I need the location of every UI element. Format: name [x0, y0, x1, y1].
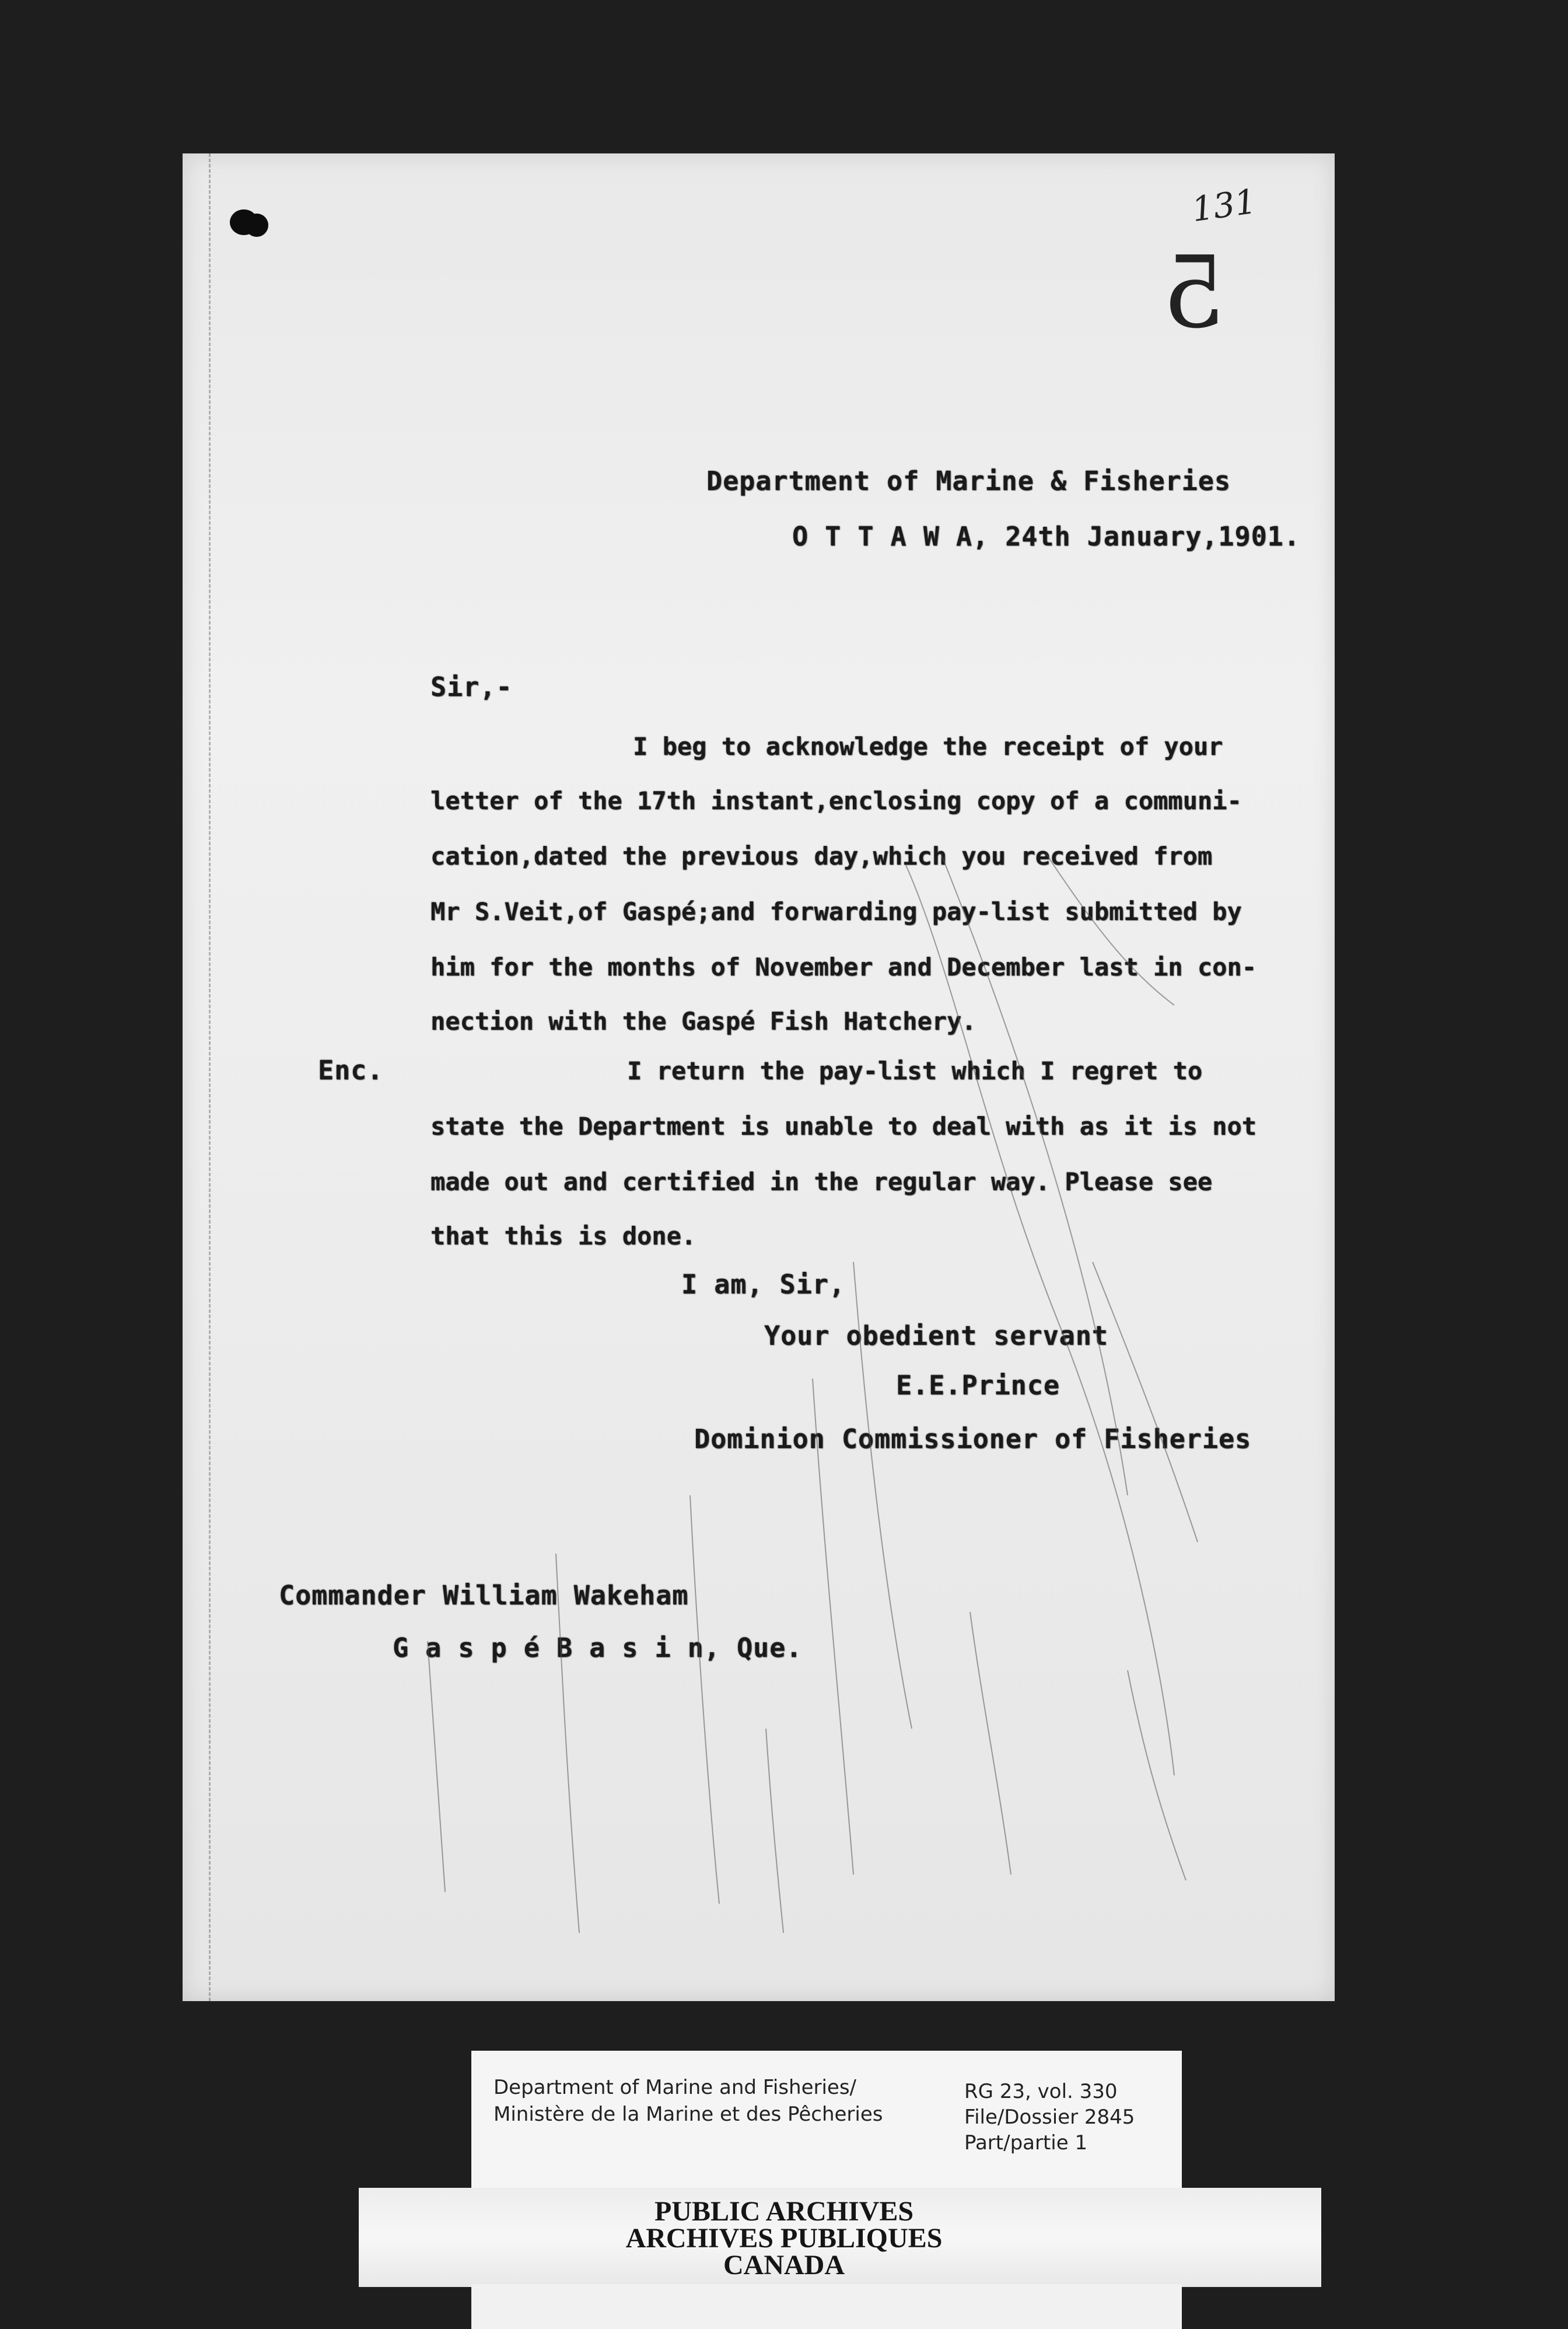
department-name-fr: Ministère de la Marine et des Pêcheries — [494, 2103, 883, 2126]
department-name-en: Department of Marine and Fisheries/ — [494, 2076, 856, 2099]
body-line: cation,dated the previous day,which you received from — [430, 842, 1213, 870]
enclosure-note: Enc. — [318, 1055, 384, 1086]
closing-line: I am, Sir, — [681, 1269, 845, 1300]
body-line: made out and certified in the regular way. Please see — [430, 1167, 1213, 1196]
letter-page — [183, 153, 1335, 2001]
body-line: Mr S.Veit,of Gaspé;and forwarding pay-list submitted by — [430, 897, 1242, 926]
body-line: state the Department is unable to deal with as it is not — [430, 1112, 1257, 1141]
punch-hole-mark — [226, 203, 273, 244]
archive-reference-label — [471, 2051, 1182, 2191]
body-line: nection with the Gaspé Fish Hatchery. — [430, 1007, 977, 1036]
archives-stamp-line: CANADA — [723, 2250, 845, 2281]
addressee-name: Commander William Wakeham — [279, 1580, 689, 1611]
folio-number: 131 — [1189, 181, 1259, 230]
signature-title: Dominion Commissioner of Fisheries — [694, 1424, 1252, 1454]
archives-stamp — [0, 2198, 1568, 2279]
salutation: Sir,- — [430, 672, 513, 702]
body-line: that this is done. — [430, 1222, 696, 1250]
body-line: I return the pay-list which I regret to — [627, 1057, 1203, 1085]
archives-stamp-line: PUBLIC ARCHIVES — [654, 2196, 914, 2227]
body-line: him for the months of November and December last in con- — [430, 953, 1257, 981]
archives-stamp-stub — [471, 2284, 1182, 2329]
body-line: letter of the 17th instant,enclosing copy of a communi- — [430, 786, 1242, 815]
signature-name: E.E.Prince — [896, 1370, 1060, 1401]
body-line: I beg to acknowledge the receipt of your — [633, 732, 1223, 761]
part-number: Part/partie 1 — [964, 2131, 1088, 2155]
file-dossier-number: File/Dossier 2845 — [964, 2106, 1135, 2129]
addressee-place: G a s p é B a s i n, Que. — [393, 1632, 803, 1663]
letterhead-date: O T T A W A, 24th January,1901. — [792, 521, 1300, 552]
record-group-volume: RG 23, vol. 330 — [964, 2080, 1118, 2103]
page-mark: 5 — [1163, 235, 1226, 351]
closing-servant: Your obedient servant — [764, 1320, 1108, 1351]
archives-stamp-line: ARCHIVES PUBLIQUES — [625, 2223, 943, 2254]
letterhead-department: Department of Marine & Fisheries — [706, 466, 1231, 496]
